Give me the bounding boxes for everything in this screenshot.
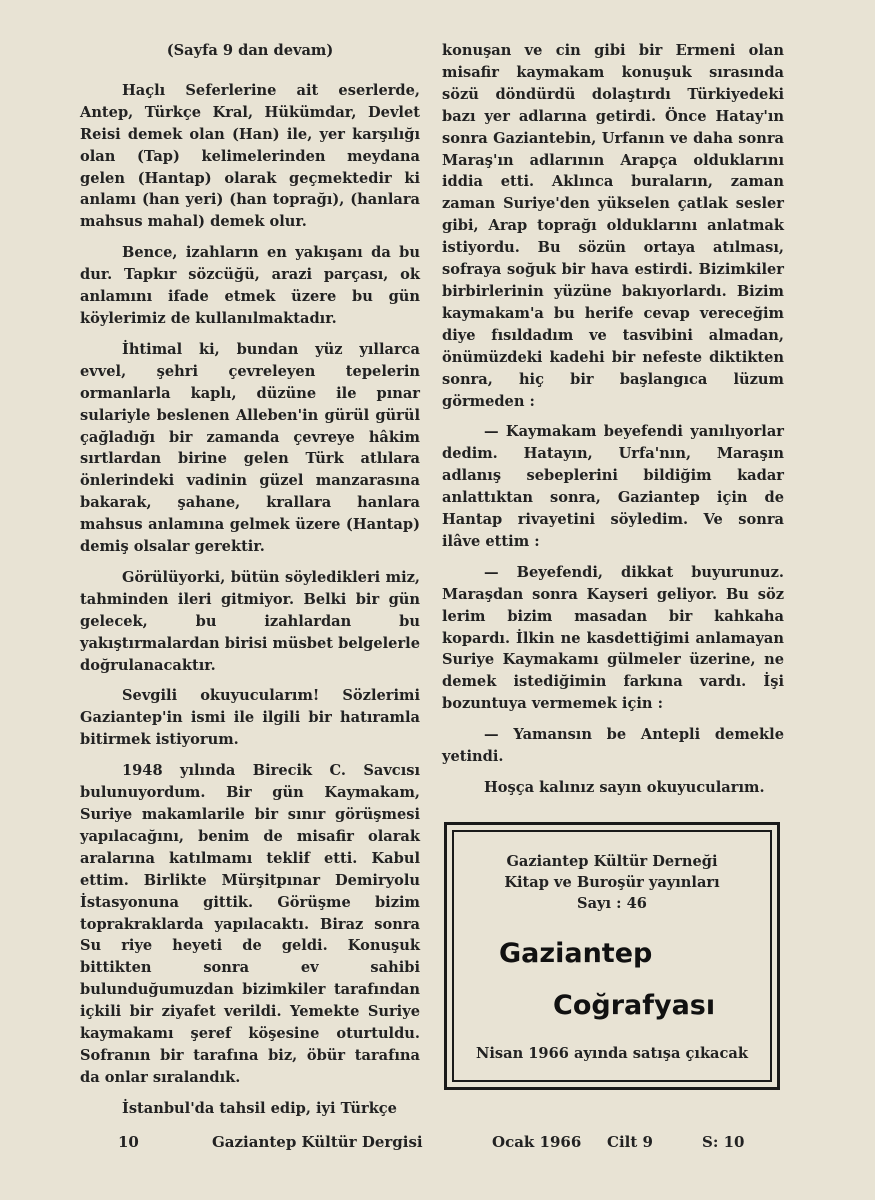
paragraph: İstanbul'da tahsil edip, iyi Türkçe [122, 1099, 397, 1117]
page-number: 10 [118, 1133, 139, 1151]
paragraph: — Kaymakam beyefendi yanılıyorlar dedim. Hatayın, Urfa'nın, Maraşın adlanış sebeplerini bildiğim kadar anlattıktan sonra, Gaziantep için de Hantap rivayetini söyledim. Ve sonra ilâve ettim : [442, 423, 784, 550]
paragraph: — Yamansın be Antepli demekle yetindi. [442, 726, 784, 766]
series-name: Kitap ve Buroşür yayınları [504, 874, 720, 891]
paragraph: Görülüyorki, bütün söyledikleri miz, tahminden ileri gitmiyor. Belki bir gün gelecek, bu izahlardan bu yakıştırmalardan birisi müsbet belgelerle doğrulanacaktır. [80, 568, 420, 674]
issue-number: Sayı : 46 [577, 895, 647, 912]
paragraph: konuşan ve cin gibi bir Ermeni olan misafir kaymakam konuşuk sırasında sözü döndürdü dolaştırdı Türkiyedeki bazı yer adlarına getirdi. Önce Hatay'ın sonra Gaziantebin, Urfanın ve daha sonra Maraş'ın adlarının Arapça olduklarını iddia etti. Aklınca buraların, zaman zaman Suriye'den yükselen çatlak sesler gibi, Arap toprağı olduklarını anlatmak istiyordu. Bu sözün ortaya atılması, sofraya soğuk bir hava estirdi. Bizimkiler birbirlerinin yüzüne bakıyorlardı. Bizim kaymakam'a bu herife cevap vereceğim diye fısıldadım ve tasvibini almadan, önümüzdeki kadehi bir nefeste diktikten sonra, hiç bir başlangıca lüzum görmeden : [442, 42, 784, 410]
issue-date: Ocak 1966 [492, 1133, 582, 1151]
book-title-line2: Coğrafyası [553, 990, 716, 1021]
volume: Cilt 9 [607, 1133, 653, 1151]
paragraph: — Beyefendi, dikkat buyurunuz. Maraşdan sonra Kayseri geliyor. Bu söz lerim bizim masadan bir kahkaha kopardı. İlkin ne kasdettiğimi anlamayan Suriye Kaymakamı gülmeler üzerine, ne demek istediğimin farkına vardı. İşi bozuntuya vermemek için : [442, 563, 784, 713]
book-announcement-box [444, 822, 780, 1090]
paragraph: Haçlı Seferlerine ait eserlerde, Antep, Türkçe Kral, Hükümdar, Devlet Reisi demek olan (Han) ile, yer karşılığı olan (Tap) kelimelerinden meydana gelen (Hantap) olarak geçmektedir ki anlamı (han yeri) (han toprağı), (hanlara mahsus mahal) demek olur. [80, 81, 420, 231]
magazine-name: Gaziantep Kültür Dergisi [212, 1133, 423, 1151]
left-column [80, 40, 420, 1129]
paragraph: Sevgili okuyucularım! Sözlerimi Gaziantep'in ismi ile ilgili bir hatıramla bitirmek istiyorum. [80, 687, 420, 749]
issue-label: S: 10 [702, 1133, 745, 1151]
book-title-line1: Gaziantep [499, 938, 653, 969]
publisher-name: Gaziantep Kültür Derneği [506, 853, 718, 870]
continuation-note: (Sayfa 9 dan devam) [166, 42, 334, 59]
paragraph: Bence, izahların en yakışanı da bu dur. Tapkır sözcüğü, arazi parçası, ok anlamını ifade etmek üzere bu gün köylerimiz de kullanılmaktadır. [80, 244, 420, 327]
announcement-header [447, 851, 777, 914]
paragraph: 1948 yılında Birecik C. Savcısı bulunuyordum. Bir gün Kaymakam, Suriye makamlarile bir sınır görüşmesi yapılacağını, benim de misafir olarak aralarına katılmamı teklif etti. Kabul ettim. Birlikte Mürşitpınar Demiryolu İstasyonuna gittik. Görüşme bizim toprakraklarda yapılacaktı. Biraz sonra Su riye heyeti de geldi. Konuşuk bittikten sonra ev sahibi bulunduğumuzdan bizimkiler tarafından içkili bir ziyafet verildi. Yemekte Suriye kaymakamı şeref köşesine oturtuldu. Sofranın bir tarafına biz, öbür tarafına da onlar sıralandık. [80, 762, 420, 1086]
paragraph: Hoşça kalınız sayın okuyucularım. [484, 779, 765, 796]
release-note: Nisan 1966 ayında satışa çıkacak [476, 1045, 748, 1062]
page-footer [0, 1133, 875, 1155]
paragraph: İhtimal ki, bundan yüz yıllarca evvel, şehri çevreleyen tepelerin ormanlarla kaplı, düzüne ile pınar sulariyle beslenen Alleben'in gürül gürül çağladığı bir zamanda çevreye hâkim sırtlardan birine gelen Türk atlılara önlerindeki vadinin güzel manzarasına bakarak, şahane, krallara hanlara mahsus anlamına gelmek üzere (Hantap) demiş olsalar gerektir. [80, 340, 420, 556]
right-column [442, 40, 784, 808]
